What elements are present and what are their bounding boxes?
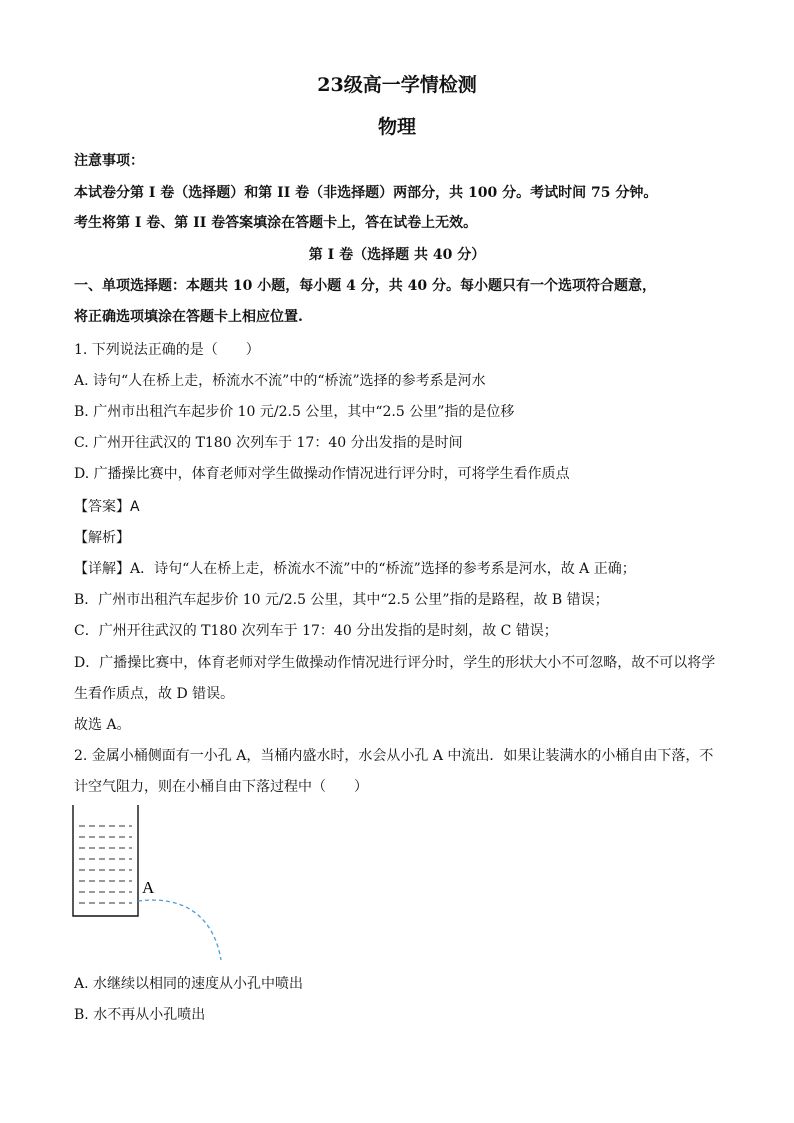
- q2-option-a: A. 水继续以相同的速度从小孔中喷出: [74, 976, 304, 992]
- q1-analysis-label: 【解析】: [74, 530, 130, 546]
- q1-option-a: A. 诗句“人在桥上走，桥流水不流”中的“桥流”选择的参考系是河水: [74, 373, 486, 389]
- notice-line-2: 考生将第 I 卷、第 II 卷答案填涂在答题卡上，答在试卷上无效。: [74, 215, 478, 231]
- q1-stem: 1. 下列说法正确的是（ ）: [74, 342, 260, 358]
- q1-detail-b: B．广州市出租汽车起步价 10 元/2.5 公里，其中“2.5 公里”指的是路程，故 B 错误；: [74, 592, 609, 608]
- q2-stem-1: 2. 金属小桶侧面有一小孔 A，当桶内盛水时，水会从小孔 A 中流出．如果让装满水的小桶自由下落，不: [74, 748, 714, 764]
- q2-stem-2: 计空气阻力，则在小桶自由下落过程中（ ）: [74, 779, 368, 795]
- section-title: 第 I 卷（选择题 共 40 分）: [308, 247, 486, 263]
- notice-line-1: 本试卷分第 I 卷（选择题）和第 II 卷（非选择题）两部分，共 100 分。考试时间 75 分钟。: [74, 185, 658, 201]
- q1-option-b: B. 广州市出租汽车起步价 10 元/2.5 公里，其中“2.5 公里”指的是位移: [74, 404, 515, 420]
- q1-detail-d-2: 生看作质点，故 D 错误。: [74, 686, 235, 702]
- subject-title: 物理: [377, 116, 416, 138]
- q1-detail-c: C．广州开往武汉的 T180 次列车于 17：40 分出发指的是时刻，故 C 错误；: [74, 623, 558, 639]
- q2-option-b: B. 水不再从小孔喷出: [74, 1007, 206, 1023]
- q1-option-c: C. 广州开往武汉的 T180 次列车于 17：40 分出发指的是时间: [74, 435, 463, 451]
- part1-instructions-1: 一、单项选择题：本题共 10 小题，每小题 4 分，共 40 分。每小题只有一个选项符合题意，: [74, 278, 656, 294]
- hole-label: A: [142, 878, 155, 897]
- q1-conclusion: 故选 A。: [74, 717, 131, 733]
- water-stream: [138, 900, 221, 960]
- q1-detail-d-1: D．广播操比赛中，体育老师对学生做操动作情况进行评分时，学生的形状大小不可忽略，故不可以将学: [74, 655, 716, 671]
- q1-detail-a: 【详解】A．诗句“人在桥上走，桥流水不流”中的“桥流”选择的参考系是河水，故 A 正确；: [74, 561, 636, 577]
- bucket-outline: [73, 805, 138, 916]
- bucket-figure: [66, 800, 236, 968]
- q1-option-d: D. 广播操比赛中，体育老师对学生做操动作情况进行评分时，可将学生看作质点: [74, 466, 570, 482]
- part1-instructions-2: 将正确选项填涂在答题卡上相应位置.: [74, 309, 303, 325]
- q1-answer: 【答案】A: [74, 499, 140, 515]
- water-dashes: [79, 826, 132, 903]
- page-title: 23级高一学情检测: [317, 74, 477, 96]
- notice-heading: 注意事项：: [74, 153, 144, 169]
